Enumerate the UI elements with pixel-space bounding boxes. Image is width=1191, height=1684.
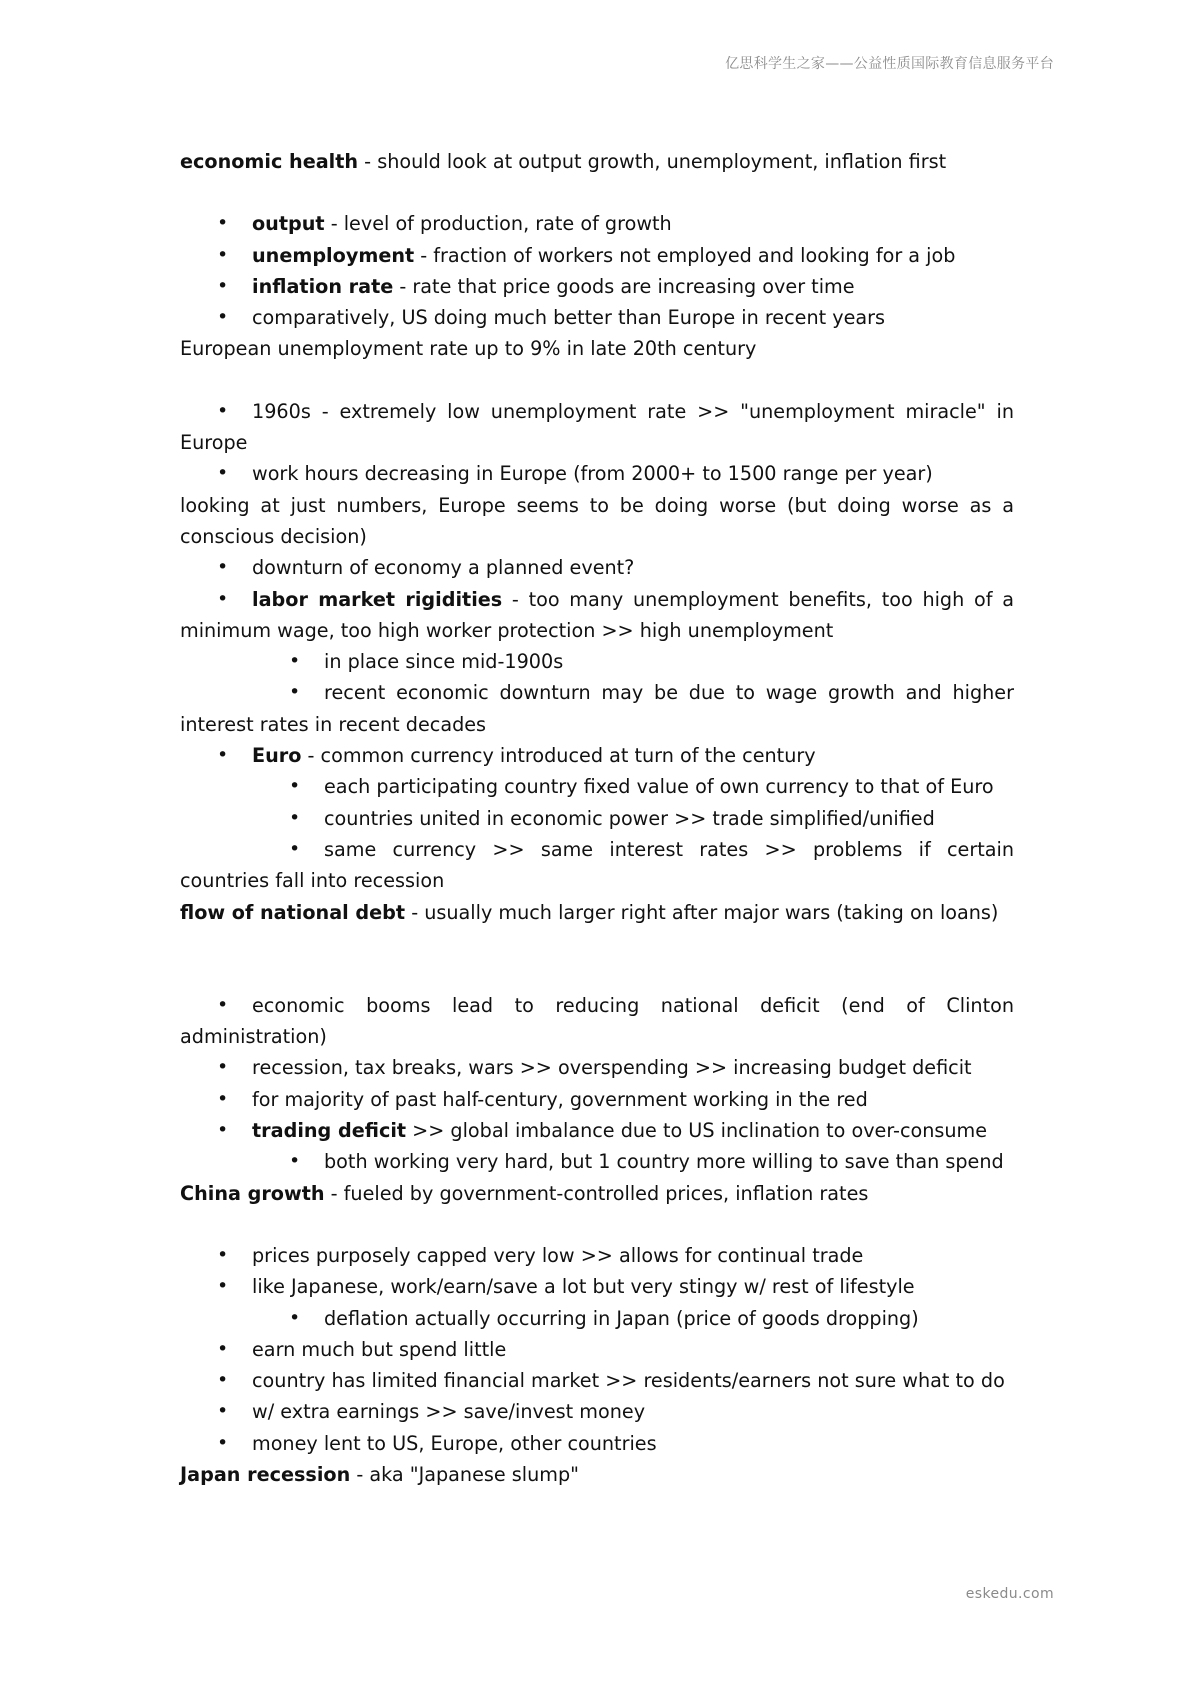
list-item: • economic booms lead to reducing national deficit (end of Clinton administration) xyxy=(180,990,1014,1053)
term: flow of national debt xyxy=(180,900,406,924)
list-item xyxy=(180,584,1014,647)
definition: - common currency introduced at turn of the century xyxy=(301,744,816,768)
definition: - too many unemployment benefits, too high of a minimum wage, too high worker protection >> high unemployment xyxy=(180,587,1014,642)
definition: - level of production, rate of growth xyxy=(324,212,672,236)
definition: - fraction of workers not employed and looking for a job xyxy=(414,243,956,267)
list-item xyxy=(180,208,1014,239)
list-item: • for majority of past half-century, government working in the red xyxy=(180,1084,1014,1115)
list-item: • money lent to US, Europe, other countries xyxy=(180,1428,1014,1459)
paragraph: looking at just numbers, Europe seems to be doing worse (but doing worse as a conscious decision) xyxy=(180,493,1014,548)
definition: - fueled by government-controlled prices, inflation rates xyxy=(324,1181,869,1205)
list-item: • each participating country fixed value of own currency to that of Euro xyxy=(180,771,1014,802)
list-item: • both working very hard, but 1 country more willing to save than spend xyxy=(180,1146,1014,1177)
term: trading deficit xyxy=(252,1119,407,1143)
list-item: • downturn of economy a planned event? xyxy=(180,552,1014,583)
list-item: • countries united in economic power >> trade simplified/unified xyxy=(180,803,1014,834)
page-footer: eskedu.com xyxy=(965,1586,1054,1602)
list-item: • w/ extra earnings >> save/invest money xyxy=(180,1396,1014,1427)
term: economic health xyxy=(180,150,359,173)
list-item xyxy=(180,240,1014,271)
heading-flow-of-national-debt xyxy=(180,897,1014,928)
list-item xyxy=(180,740,1014,771)
definition: >> global imbalance due to US inclination to over-consume xyxy=(406,1119,988,1143)
list-item: • recent economic downturn may be due to wage growth and higher interest rates in recent decades xyxy=(180,677,1014,740)
term: China growth xyxy=(180,1181,325,1205)
definition: - rate that price goods are increasing over time xyxy=(393,274,855,298)
list-item: • 1960s - extremely low unemployment rate >> "unemployment miracle" in Europe xyxy=(180,396,1014,459)
term: unemployment xyxy=(252,243,415,267)
list-item xyxy=(180,271,1014,302)
definition: - should look at output growth, unemployment, inflation first xyxy=(358,150,947,173)
list-item: • recession, tax breaks, wars >> overspending >> increasing budget deficit xyxy=(180,1052,1014,1083)
list-item: • prices purposely capped very low >> allows for continual trade xyxy=(180,1240,1014,1271)
term: output xyxy=(252,212,325,236)
term: inflation rate xyxy=(252,274,394,298)
heading-china-growth xyxy=(180,1178,1014,1209)
list-item: • like Japanese, work/earn/save a lot but very stingy w/ rest of lifestyle xyxy=(180,1271,1014,1302)
term: labor market rigidities xyxy=(252,587,503,611)
page-header: 亿思科学生之家——公益性质国际教育信息服务平台 xyxy=(725,56,1054,72)
list-item: • same currency >> same interest rates >> problems if certain countries fall into recession xyxy=(180,834,1014,897)
definition: - usually much larger right after major wars (taking on loans) xyxy=(405,900,999,924)
term: Japan recession xyxy=(180,1462,351,1486)
list-item: • deflation actually occurring in Japan (price of goods dropping) xyxy=(180,1303,1014,1334)
list-item: • work hours decreasing in Europe (from 2000+ to 1500 range per year) xyxy=(180,458,1014,489)
heading-japan-recession xyxy=(180,1459,1014,1490)
definition: - aka "Japanese slump" xyxy=(350,1462,579,1486)
list-item: • in place since mid-1900s xyxy=(180,646,1014,677)
list-item: • country has limited financial market >> residents/earners not sure what to do xyxy=(180,1365,1014,1396)
paragraph: European unemployment rate up to 9% in late 20th century xyxy=(180,337,757,361)
list-item xyxy=(180,1115,1014,1146)
list-item: • earn much but spend little xyxy=(180,1334,1014,1365)
heading-economic-health xyxy=(180,146,1014,177)
list-item: • comparatively, US doing much better than Europe in recent years xyxy=(180,302,1014,333)
document-body xyxy=(180,146,1014,1490)
term: Euro xyxy=(252,744,302,768)
